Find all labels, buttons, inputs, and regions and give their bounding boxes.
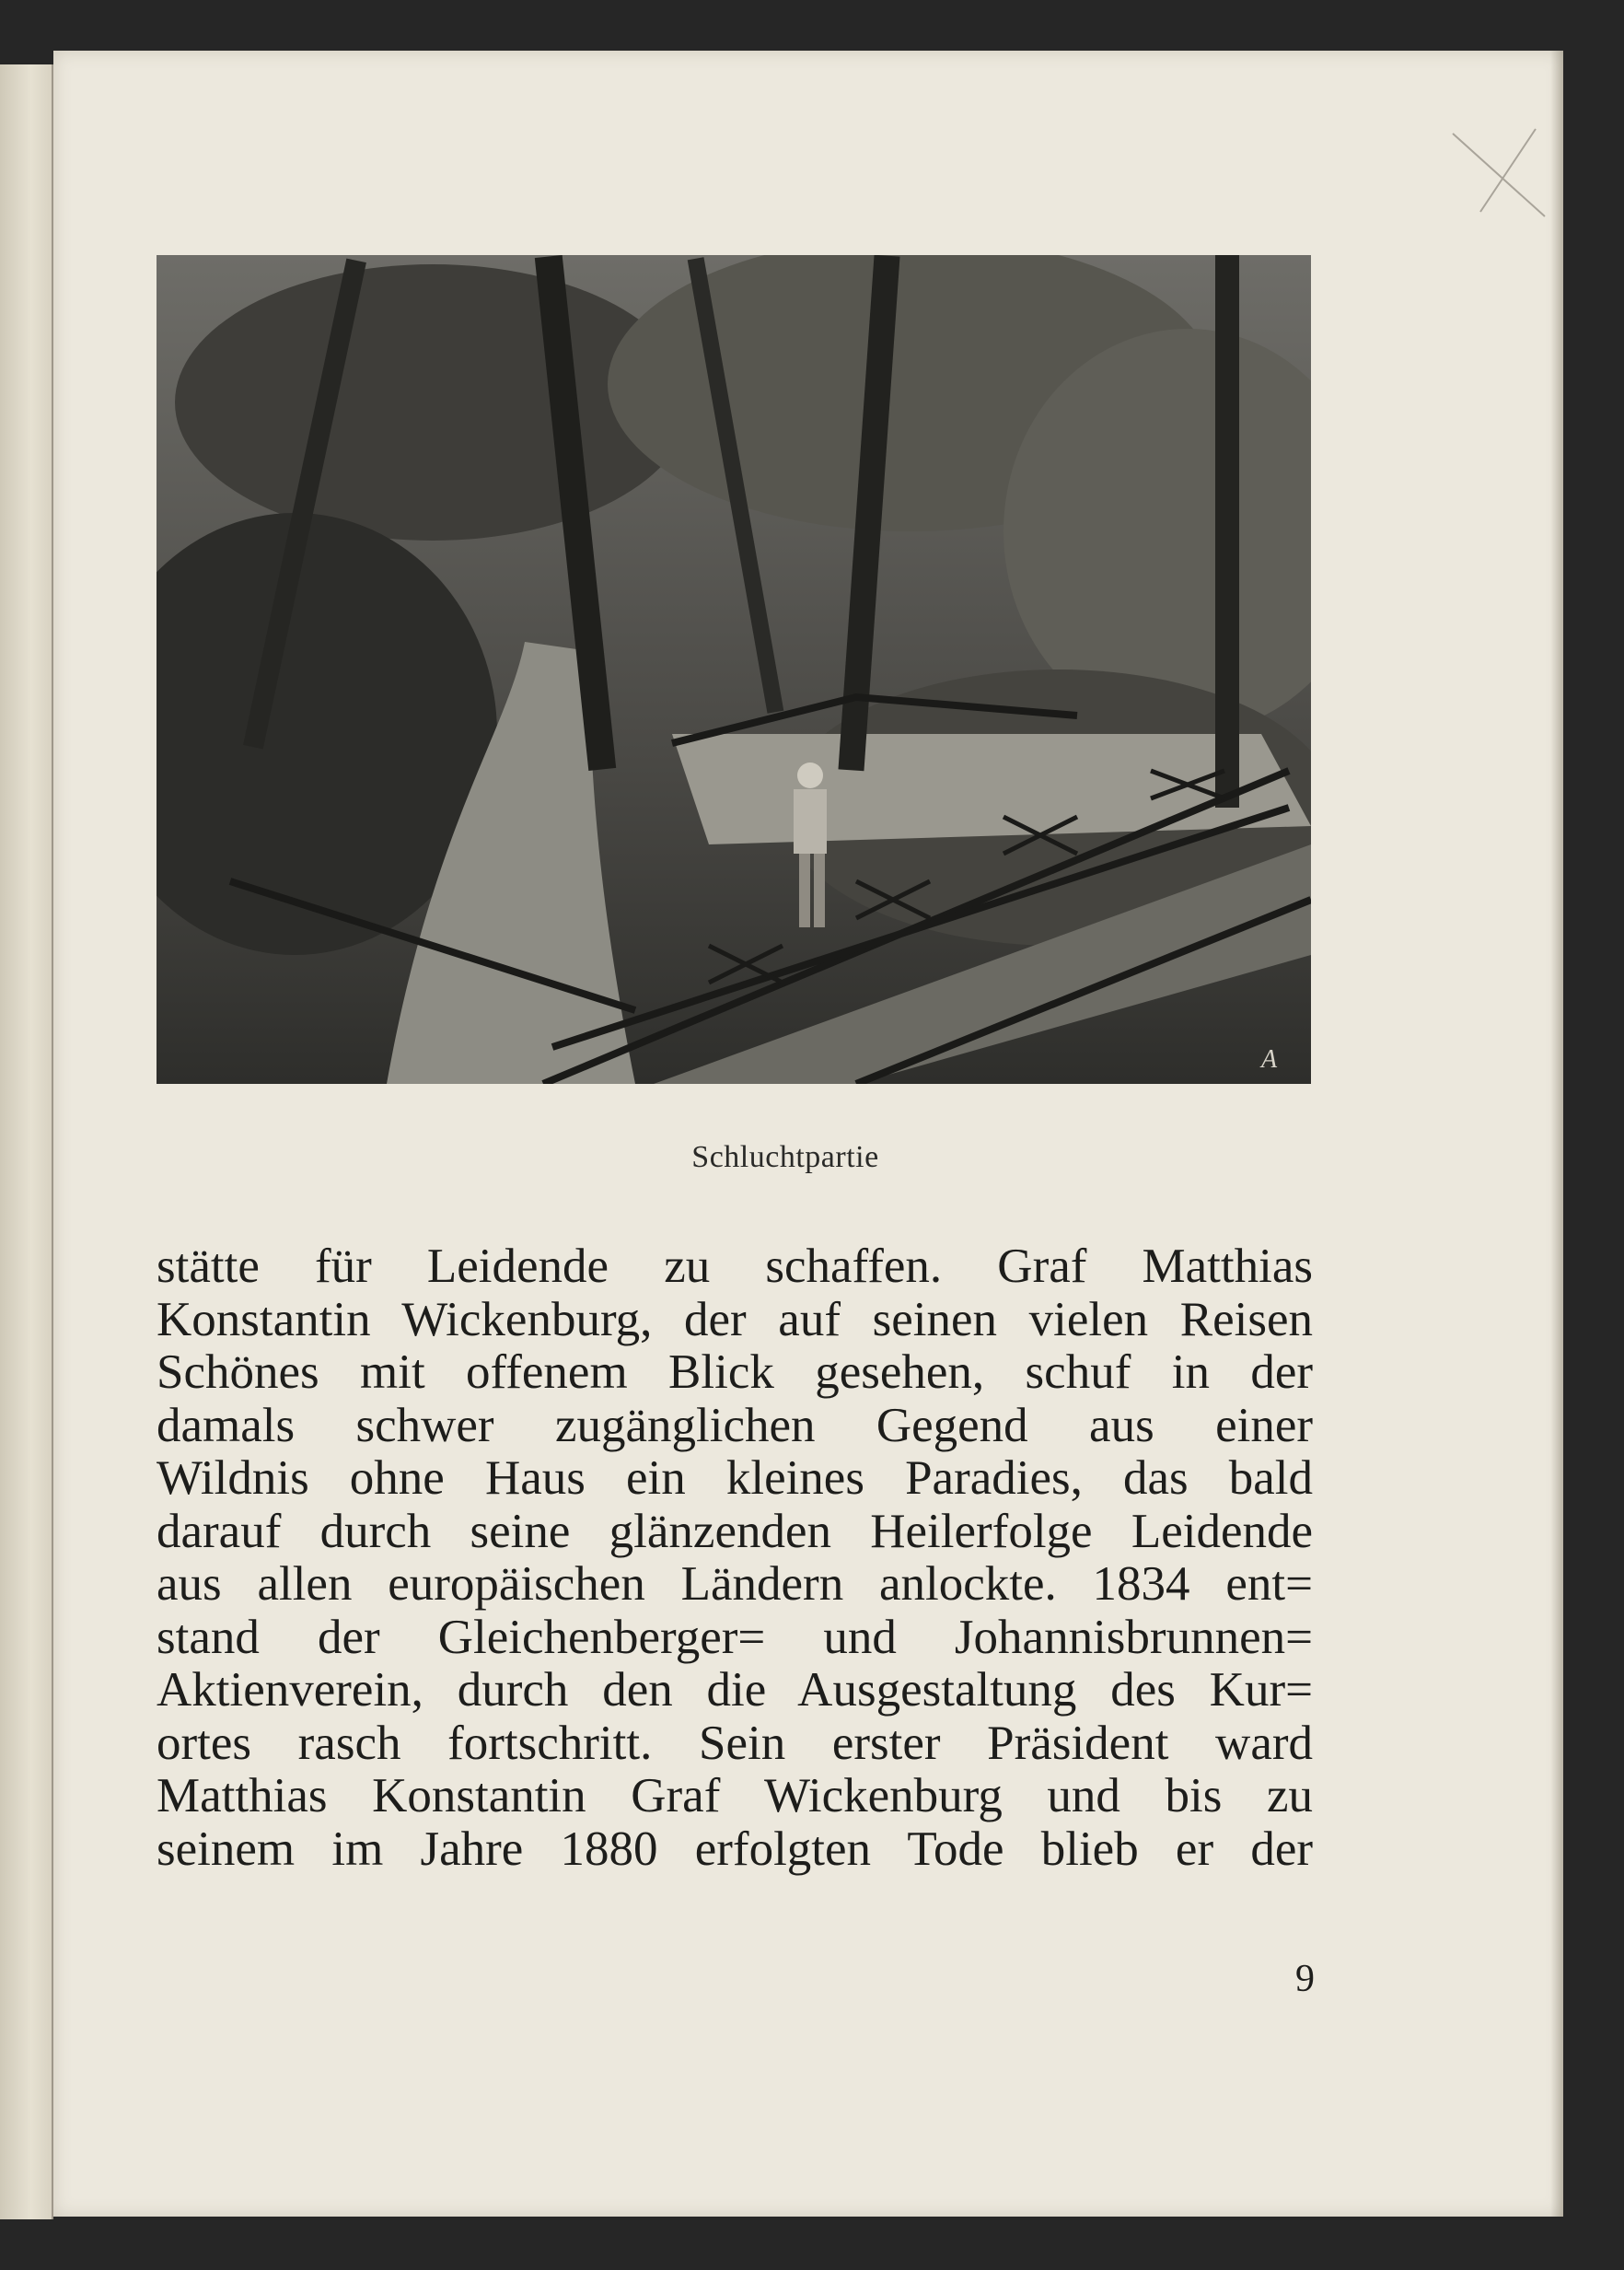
pencil-mark-icon [1444, 124, 1554, 226]
book-page [53, 51, 1563, 2217]
text-line: stätte für Leidende zu schaffen. Graf Matthias [157, 1240, 1313, 1293]
text-line: darauf durch seine glänzenden Heilerfolge Leidende [157, 1504, 1313, 1558]
text-line: Aktienverein, durch den die Ausgestaltung des Kur= [157, 1663, 1313, 1717]
text-line: aus allen europäischen Ländern anlockte. 1834 ent= [157, 1557, 1313, 1611]
svg-text:A: A [1261, 1045, 1278, 1074]
text-line: Matthias Konstantin Graf Wickenburg und bis zu [157, 1769, 1313, 1822]
previous-page-edge [0, 64, 53, 2219]
text-line: seinem im Jahre 1880 erfolgten Tode blieb er der [157, 1822, 1313, 1876]
page-shadow [1550, 51, 1563, 2217]
figure-photo [157, 255, 1311, 1084]
body-paragraph [157, 1240, 1313, 1876]
text-line: stand der Gleichenberger= und Johannisbrunnen= [157, 1610, 1313, 1664]
figure-caption: Schluchtpartie [691, 1140, 879, 1174]
text-line: Wildnis ohne Haus ein kleines Paradies, das bald [157, 1451, 1313, 1505]
page-number: 9 [1295, 1958, 1315, 2000]
text-line: ortes rasch fortschritt. Sein erster Präsident ward [157, 1716, 1313, 1770]
text-line: Schönes mit offenem Blick gesehen, schuf in der [157, 1345, 1313, 1399]
text-line: damals schwer zugänglichen Gegend aus einer [157, 1398, 1313, 1452]
text-line: Konstantin Wickenburg, der auf seinen vielen Reisen [157, 1292, 1313, 1346]
forest-bridge-photo [157, 255, 1311, 1084]
